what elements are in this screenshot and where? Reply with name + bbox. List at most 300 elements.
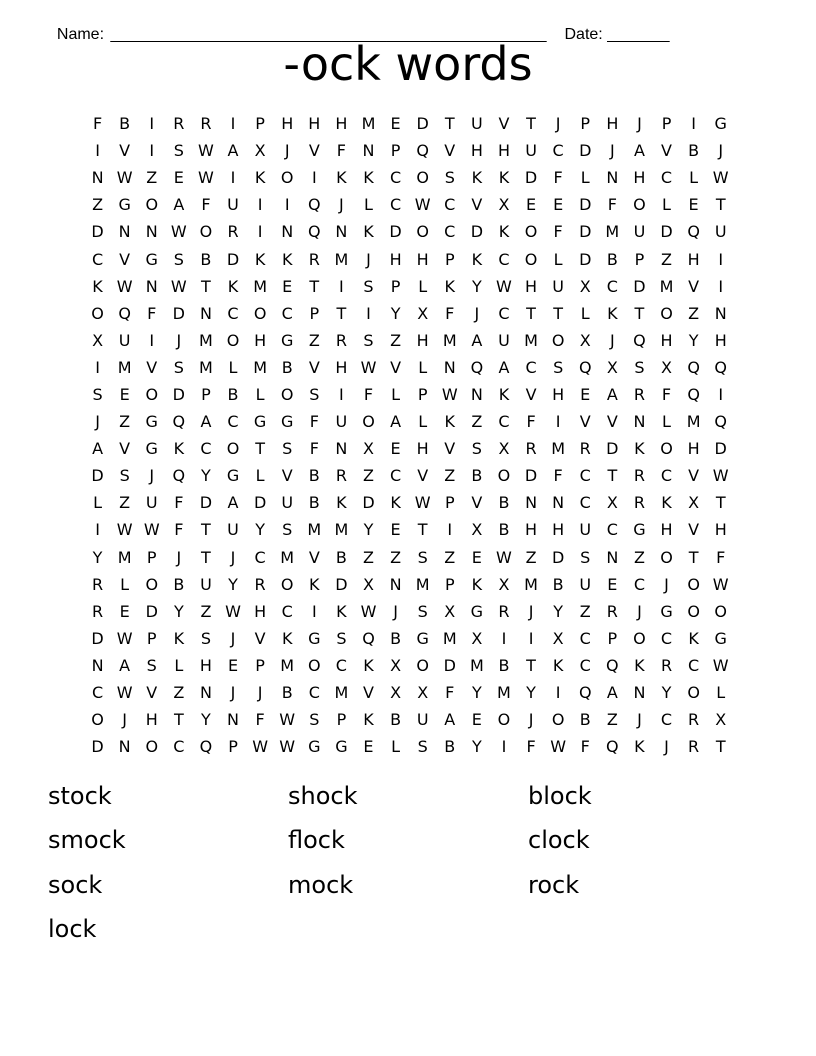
grid-cell: J — [718, 141, 724, 161]
grid-cell: Z — [146, 168, 158, 188]
page-title: -ock words — [283, 37, 533, 91]
grid-cell: C — [688, 655, 700, 675]
grid-cell: G — [253, 412, 267, 432]
grid-cell: Y — [228, 574, 238, 594]
grid-cell: G — [145, 249, 158, 269]
grid-cell: L — [255, 384, 265, 404]
grid-cell: L — [255, 466, 265, 486]
grid-cell: W — [143, 520, 160, 540]
grid-cell: V — [688, 276, 700, 296]
grid-cell: Z — [633, 547, 645, 567]
grid-cell: I — [95, 357, 100, 377]
grid-cell: V — [390, 357, 402, 377]
grid-cell: X — [579, 330, 591, 350]
grid-cell: Q — [687, 222, 700, 242]
grid-cell: X — [552, 628, 564, 648]
grid-cell: Z — [363, 466, 374, 486]
grid-cell: I — [230, 168, 236, 188]
grid-cell: H — [714, 330, 727, 350]
grid-cell: I — [230, 114, 236, 134]
grid-cell: X — [363, 439, 374, 459]
grid-cell: I — [691, 114, 696, 134]
grid-cell: N — [199, 683, 212, 703]
grid-cell: Q — [633, 330, 646, 350]
grid-cell: G — [633, 520, 646, 540]
grid-cell: S — [444, 168, 455, 188]
grid-cell: J — [637, 710, 642, 730]
grid-cell: Z — [173, 683, 185, 703]
grid-cell: Y — [471, 683, 482, 703]
grid-cell: K — [634, 655, 645, 675]
word-list-item: mock — [288, 870, 354, 899]
grid-cell: M — [280, 655, 295, 675]
grid-cell: G — [308, 628, 321, 648]
grid-cell: D — [253, 493, 267, 513]
grid-cell: J — [339, 195, 344, 215]
grid-cell: Z — [579, 601, 591, 621]
grid-cell: V — [525, 384, 537, 404]
grid-cell: I — [149, 330, 155, 350]
grid-cell: M — [117, 357, 132, 377]
grid-cell: M — [497, 683, 511, 703]
grid-cell: E — [119, 601, 130, 621]
grid-cell: V — [417, 466, 429, 486]
grid-cell: O — [91, 303, 104, 323]
grid-cell: T — [715, 493, 726, 513]
grid-cell: C — [389, 466, 402, 486]
grid-cell: J — [95, 412, 100, 432]
grid-cell: J — [230, 547, 236, 567]
grid-cell: E — [363, 737, 374, 757]
grid-cell: H — [660, 330, 673, 350]
grid-cell: C — [91, 683, 104, 703]
grid-cell: C — [660, 710, 673, 730]
grid-cell: G — [660, 601, 673, 621]
grid-cell: W — [116, 628, 133, 648]
grid-cell: L — [580, 168, 590, 188]
grid-cell: L — [580, 303, 590, 323]
grid-cell: F — [174, 520, 184, 540]
grid-cell: B — [688, 141, 700, 161]
grid-cell: C — [444, 222, 456, 242]
grid-cell: H — [660, 520, 673, 540]
grid-cell: G — [416, 628, 429, 648]
grid-cell: I — [339, 276, 344, 296]
grid-cell: B — [308, 466, 320, 486]
grid-cell: H — [254, 330, 267, 350]
grid-cell: L — [662, 412, 671, 432]
grid-cell: W — [712, 466, 729, 486]
grid-cell: Q — [687, 384, 700, 404]
grid-cell: L — [716, 683, 726, 703]
grid-cell: I — [366, 303, 371, 323]
grid-cell: L — [93, 493, 102, 513]
grid-cell: I — [718, 276, 724, 296]
grid-cell: O — [145, 737, 159, 757]
grid-cell: G — [470, 601, 484, 621]
grid-cell: H — [525, 520, 538, 540]
grid-cell: I — [501, 737, 507, 757]
grid-cell: T — [201, 276, 211, 296]
grid-cell: U — [633, 222, 646, 242]
grid-cell: M — [334, 249, 349, 269]
grid-cell: O — [253, 303, 267, 323]
word-list-item: clock — [528, 826, 590, 855]
grid-cell: L — [418, 357, 428, 377]
grid-cell: D — [91, 466, 104, 486]
grid-cell: T — [634, 303, 645, 323]
grid-cell: F — [147, 303, 157, 323]
grid-cell: U — [227, 520, 239, 540]
grid-cell: B — [173, 574, 185, 594]
grid-cell: K — [336, 601, 347, 621]
grid-cell: D — [91, 737, 104, 757]
grid-cell: M — [659, 276, 674, 296]
grid-cell: M — [686, 412, 701, 432]
grid-cell: M — [442, 330, 457, 350]
grid-cell: A — [471, 330, 483, 350]
grid-cell: Y — [526, 683, 536, 703]
grid-cell: S — [173, 357, 184, 377]
grid-cell: G — [118, 195, 131, 215]
grid-cell: X — [390, 683, 402, 703]
grid-cell: Z — [390, 330, 402, 350]
grid-cell: J — [176, 330, 182, 350]
grid-cell: F — [363, 384, 374, 404]
grid-cell: J — [664, 574, 669, 594]
grid-cell: S — [282, 439, 293, 459]
grid-cell: E — [119, 384, 130, 404]
grid-cell: P — [417, 384, 428, 404]
grid-cell: F — [174, 493, 184, 513]
grid-cell: O — [145, 574, 159, 594]
grid-cell: F — [607, 195, 617, 215]
grid-cell: Q — [606, 655, 619, 675]
grid-cell: C — [227, 412, 239, 432]
grid-cell: P — [146, 628, 157, 648]
grid-cell: U — [281, 493, 294, 513]
grid-cell: R — [254, 574, 266, 594]
grid-cell: H — [416, 249, 429, 269]
grid-cell: O — [416, 655, 429, 675]
grid-cell: O — [308, 655, 321, 675]
grid-cell: N — [606, 168, 619, 188]
grid-cell: L — [391, 737, 401, 757]
grid-cell: P — [336, 710, 347, 730]
grid-cell: A — [444, 710, 456, 730]
grid-cell: D — [633, 276, 646, 296]
grid-cell: Y — [471, 276, 482, 296]
grid-cell: F — [92, 114, 103, 134]
grid-cell: M — [199, 330, 213, 350]
grid-cell: W — [441, 384, 458, 404]
grid-cell: I — [149, 114, 155, 134]
grid-cell: K — [390, 493, 401, 513]
grid-cell: M — [334, 683, 349, 703]
grid-cell: Q — [118, 303, 131, 323]
grid-cell: K — [471, 249, 483, 269]
grid-cell: P — [309, 303, 320, 323]
grid-cell: F — [526, 737, 536, 757]
grid-cell: K — [281, 628, 293, 648]
grid-cell: T — [173, 710, 184, 730]
grid-cell: V — [688, 520, 700, 540]
grid-cell: X — [417, 683, 429, 703]
grid-cell: C — [552, 141, 564, 161]
grid-cell: O — [687, 601, 700, 621]
grid-cell: M — [524, 330, 538, 350]
grid-cell: D — [579, 249, 592, 269]
grid-cell: O — [145, 195, 159, 215]
grid-cell: J — [555, 114, 561, 134]
grid-cell: R — [91, 574, 104, 594]
grid-cell: K — [552, 655, 564, 675]
grid-cell: O — [226, 330, 240, 350]
grid-cell: D — [145, 601, 158, 621]
grid-cell: W — [279, 710, 296, 730]
grid-cell: P — [607, 628, 618, 648]
grid-cell: A — [390, 412, 402, 432]
grid-cell: E — [607, 574, 618, 594]
grid-cell: T — [255, 439, 265, 459]
grid-cell: W — [198, 168, 214, 188]
grid-cell: O — [280, 384, 294, 404]
grid-cell: B — [281, 357, 293, 377]
grid-cell: O — [633, 628, 646, 648]
grid-cell: Z — [390, 547, 402, 567]
grid-cell: M — [307, 520, 322, 540]
grid-cell: Y — [553, 601, 564, 621]
grid-cell: Q — [416, 141, 429, 161]
grid-cell: F — [445, 683, 455, 703]
grid-cell: K — [92, 276, 103, 296]
grid-cell: Z — [444, 466, 456, 486]
grid-cell: G — [714, 628, 727, 648]
grid-cell: Y — [201, 710, 211, 730]
grid-cell: D — [226, 249, 240, 269]
grid-cell: H — [497, 141, 510, 161]
grid-cell: O — [416, 168, 429, 188]
grid-cell: J — [149, 466, 155, 486]
grid-cell: T — [607, 466, 618, 486]
grid-cell: M — [199, 357, 213, 377]
grid-cell: D — [389, 222, 402, 242]
grid-cell: P — [444, 493, 455, 513]
grid-cell: K — [254, 168, 266, 188]
grid-cell: W — [414, 195, 431, 215]
grid-cell: H — [470, 141, 483, 161]
grid-cell: H — [389, 249, 402, 269]
grid-cell: E — [525, 195, 537, 215]
grid-cell: J — [122, 710, 127, 730]
grid-cell: O — [660, 547, 673, 567]
grid-cell: R — [335, 330, 347, 350]
grid-cell: K — [227, 276, 239, 296]
grid-cell: H — [145, 710, 158, 730]
grid-cell: X — [417, 303, 429, 323]
grid-cell: V — [146, 683, 158, 703]
grid-cell: D — [199, 493, 213, 513]
grid-cell: H — [525, 276, 538, 296]
grid-cell: E — [688, 195, 699, 215]
grid-cell: B — [498, 493, 510, 513]
grid-cell: H — [199, 655, 212, 675]
grid-cell: T — [444, 114, 455, 134]
grid-cell: S — [336, 628, 347, 648]
grid-cell: U — [579, 520, 592, 540]
grid-cell: S — [417, 737, 428, 757]
grid-cell: L — [689, 168, 699, 188]
grid-cell: J — [664, 737, 669, 757]
grid-cell: R — [688, 737, 700, 757]
grid-cell: U — [498, 330, 510, 350]
grid-cell: W — [414, 493, 431, 513]
grid-cell: X — [606, 357, 618, 377]
grid-cell: F — [309, 412, 319, 432]
grid-cell: T — [715, 737, 726, 757]
grid-cell: O — [524, 222, 538, 242]
grid-cell: O — [497, 466, 511, 486]
grid-cell: L — [120, 574, 130, 594]
grid-cell: P — [580, 114, 591, 134]
grid-cell: C — [633, 574, 645, 594]
grid-cell: J — [609, 330, 615, 350]
grid-cell: A — [92, 439, 104, 459]
grid-cell: K — [471, 168, 483, 188]
grid-cell: V — [363, 683, 374, 703]
grid-cell: Q — [308, 222, 321, 242]
grid-cell: X — [606, 493, 618, 513]
grid-cell: O — [687, 683, 700, 703]
grid-cell: H — [552, 384, 565, 404]
grid-cell: V — [308, 357, 320, 377]
grid-cell: P — [444, 574, 455, 594]
grid-cell: J — [637, 601, 642, 621]
grid-cell: O — [280, 168, 294, 188]
grid-cell: X — [498, 439, 510, 459]
grid-cell: K — [363, 222, 374, 242]
date-blank: _______ — [607, 26, 670, 43]
grid-cell: X — [688, 493, 700, 513]
grid-cell: H — [714, 520, 727, 540]
grid-cell: U — [227, 195, 239, 215]
grid-cell: W — [360, 601, 377, 621]
grid-cell: F — [201, 195, 211, 215]
grid-cell: Q — [199, 737, 213, 757]
grid-cell: J — [230, 683, 236, 703]
grid-cell: I — [528, 628, 534, 648]
grid-cell: B — [390, 628, 402, 648]
grid-cell: M — [253, 357, 268, 377]
grid-cell: I — [718, 384, 724, 404]
grid-cell: S — [282, 520, 293, 540]
grid-cell: P — [255, 114, 265, 134]
grid-cell: M — [605, 222, 620, 242]
grid-cell: C — [281, 303, 293, 323]
grid-cell: S — [92, 384, 103, 404]
grid-cell: J — [257, 683, 263, 703]
grid-cell: M — [334, 520, 349, 540]
grid-cell: C — [173, 737, 185, 757]
grid-cell: G — [281, 330, 294, 350]
grid-cell: A — [606, 384, 618, 404]
grid-cell: W — [279, 737, 296, 757]
grid-cell: C — [525, 357, 537, 377]
grid-cell: T — [553, 303, 564, 323]
grid-cell: E — [282, 276, 293, 296]
grid-cell: I — [257, 195, 263, 215]
grid-cell: R — [91, 601, 104, 621]
grid-cell: P — [255, 655, 265, 675]
grid-cell: J — [637, 114, 642, 134]
grid-cell: K — [498, 168, 510, 188]
grid-cell: F — [526, 412, 536, 432]
grid-cell: U — [525, 141, 537, 161]
grid-cell: S — [200, 628, 211, 648]
grid-cell: S — [417, 547, 428, 567]
grid-cell: W — [116, 168, 133, 188]
grid-cell: V — [661, 141, 672, 161]
grid-cell: Q — [308, 195, 321, 215]
grid-cell: X — [390, 655, 402, 675]
grid-cell: V — [444, 141, 456, 161]
grid-cell: N — [714, 303, 727, 323]
grid-cell: G — [335, 737, 348, 757]
grid-cell: Q — [362, 628, 375, 648]
grid-cell: X — [471, 628, 483, 648]
grid-cell: K — [363, 168, 374, 188]
grid-cell: C — [579, 493, 591, 513]
grid-cell: C — [389, 195, 402, 215]
grid-cell: N — [145, 276, 158, 296]
word-list-item: smock — [48, 826, 126, 855]
grid-cell: R — [633, 493, 645, 513]
grid-cell: D — [362, 493, 375, 513]
grid-cell: V — [119, 439, 131, 459]
grid-cell: O — [226, 439, 240, 459]
grid-cell: T — [201, 520, 211, 540]
grid-cell: J — [284, 141, 290, 161]
grid-cell: B — [444, 737, 456, 757]
grid-cell: K — [173, 439, 185, 459]
grid-cell: H — [633, 168, 646, 188]
grid-cell: N — [281, 222, 294, 242]
grid-cell: M — [551, 439, 566, 459]
grid-cell: L — [174, 655, 184, 675]
grid-cell: W — [712, 574, 729, 594]
grid-cell: L — [418, 276, 428, 296]
grid-cell: S — [309, 710, 320, 730]
header-line — [48, 0, 748, 43]
letter-grid — [84, 110, 734, 760]
grid-cell: A — [227, 141, 239, 161]
word-list-item: block — [528, 782, 592, 810]
grid-cell: F — [445, 303, 455, 323]
grid-cell: I — [149, 141, 155, 161]
grid-cell: S — [173, 249, 184, 269]
grid-cell: K — [363, 655, 374, 675]
grid-cell: D — [579, 141, 592, 161]
grid-cell: U — [579, 574, 592, 594]
grid-cell: R — [606, 601, 618, 621]
grid-cell: W — [170, 222, 187, 242]
grid-cell: H — [254, 601, 267, 621]
name-blank: _________________________________________________ — [110, 26, 547, 43]
grid-cell: R — [335, 466, 347, 486]
grid-cell: O — [497, 710, 511, 730]
grid-cell: W — [712, 168, 729, 188]
grid-cell: M — [280, 547, 295, 567]
